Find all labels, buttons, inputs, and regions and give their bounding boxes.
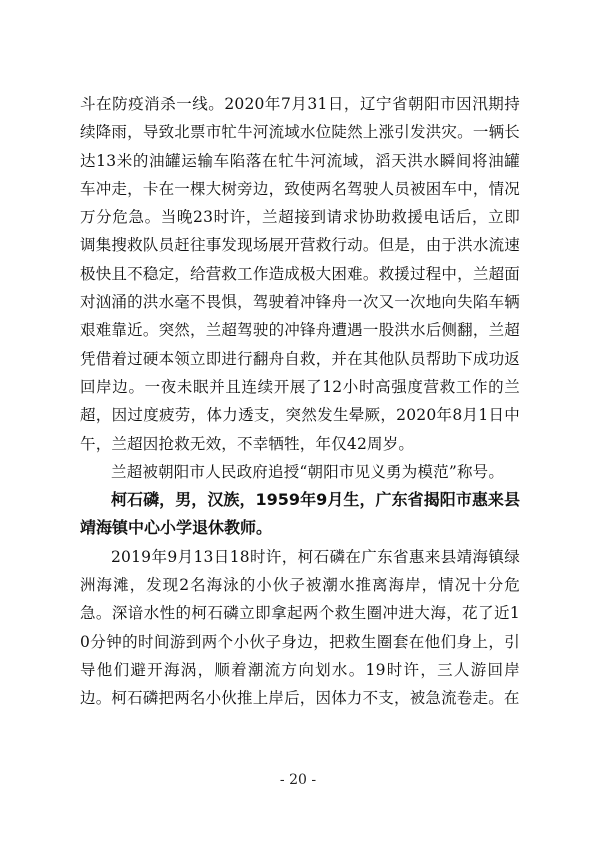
body-paragraph-continuation: 斗在防疫消杀一线。2020年7月31日，辽宁省朝阳市因汛期持续降雨，导致北票市牤牛河流域水位陡然上涨引发洪灾。一辆长达13米的油罐运输车陷落在牤牛河流域，滔天洪水瞬间将油罐车冲走，卡在一棵大树旁边，致使两名驾驶人员被困车中，情况万分危急。当晚23时许，兰超接到请求协助救援电话后，立即调集搜救队员赶往事发现场展开营救行动。但是，由于洪水流速极快且不稳定，给营救工作造成极大困难。救援过程中，兰超面对汹涌的洪水毫不畏惧，驾驶着冲锋舟一次又一次地向失陷车辆艰难靠近。突然，兰超驾驶的冲锋舟遭遇一股洪水后侧翻，兰超凭借着过硬本领立即进行翻舟自救，并在其他队员帮助下成功返回岸边。一夜未眠并且连续开展了12小时高强度营救工作的兰超，因过度疲劳，体力透支，突然发生晕厥，2020年8月1日中午，兰超因抢救无效，不幸牺牲，年仅42周岁。 bbox=[80, 95, 520, 453]
page-number: - 20 - bbox=[279, 772, 317, 788]
body-paragraph-rescue: 2019年9月13日18时许，柯石磷在广东省惠来县靖海镇绿洲海滩，发现2名海泳的小伙子被潮水推离海岸，情况十分危急。深谙水性的柯石磷立即拿起两个救生圈冲进大海，花了近10分钟的时间游到两个小伙子身边，把救生圈套在他们身上，引导他们避开海涡，顺着潮流方向划水。19时许，三人游回岸边。柯石磷把两名小伙推上岸后，因体力不支，被急流卷走。在 bbox=[80, 547, 520, 708]
section-heading: 柯石磷，男，汉族，1959年9月生，广东省揭阳市惠来县靖海镇中心小学退休教师。 bbox=[80, 490, 520, 538]
page-body bbox=[80, 90, 520, 713]
body-paragraph-honor: 兰超被朝阳市人民政府追授“朝阳市见义勇为模范”称号。 bbox=[111, 462, 505, 481]
